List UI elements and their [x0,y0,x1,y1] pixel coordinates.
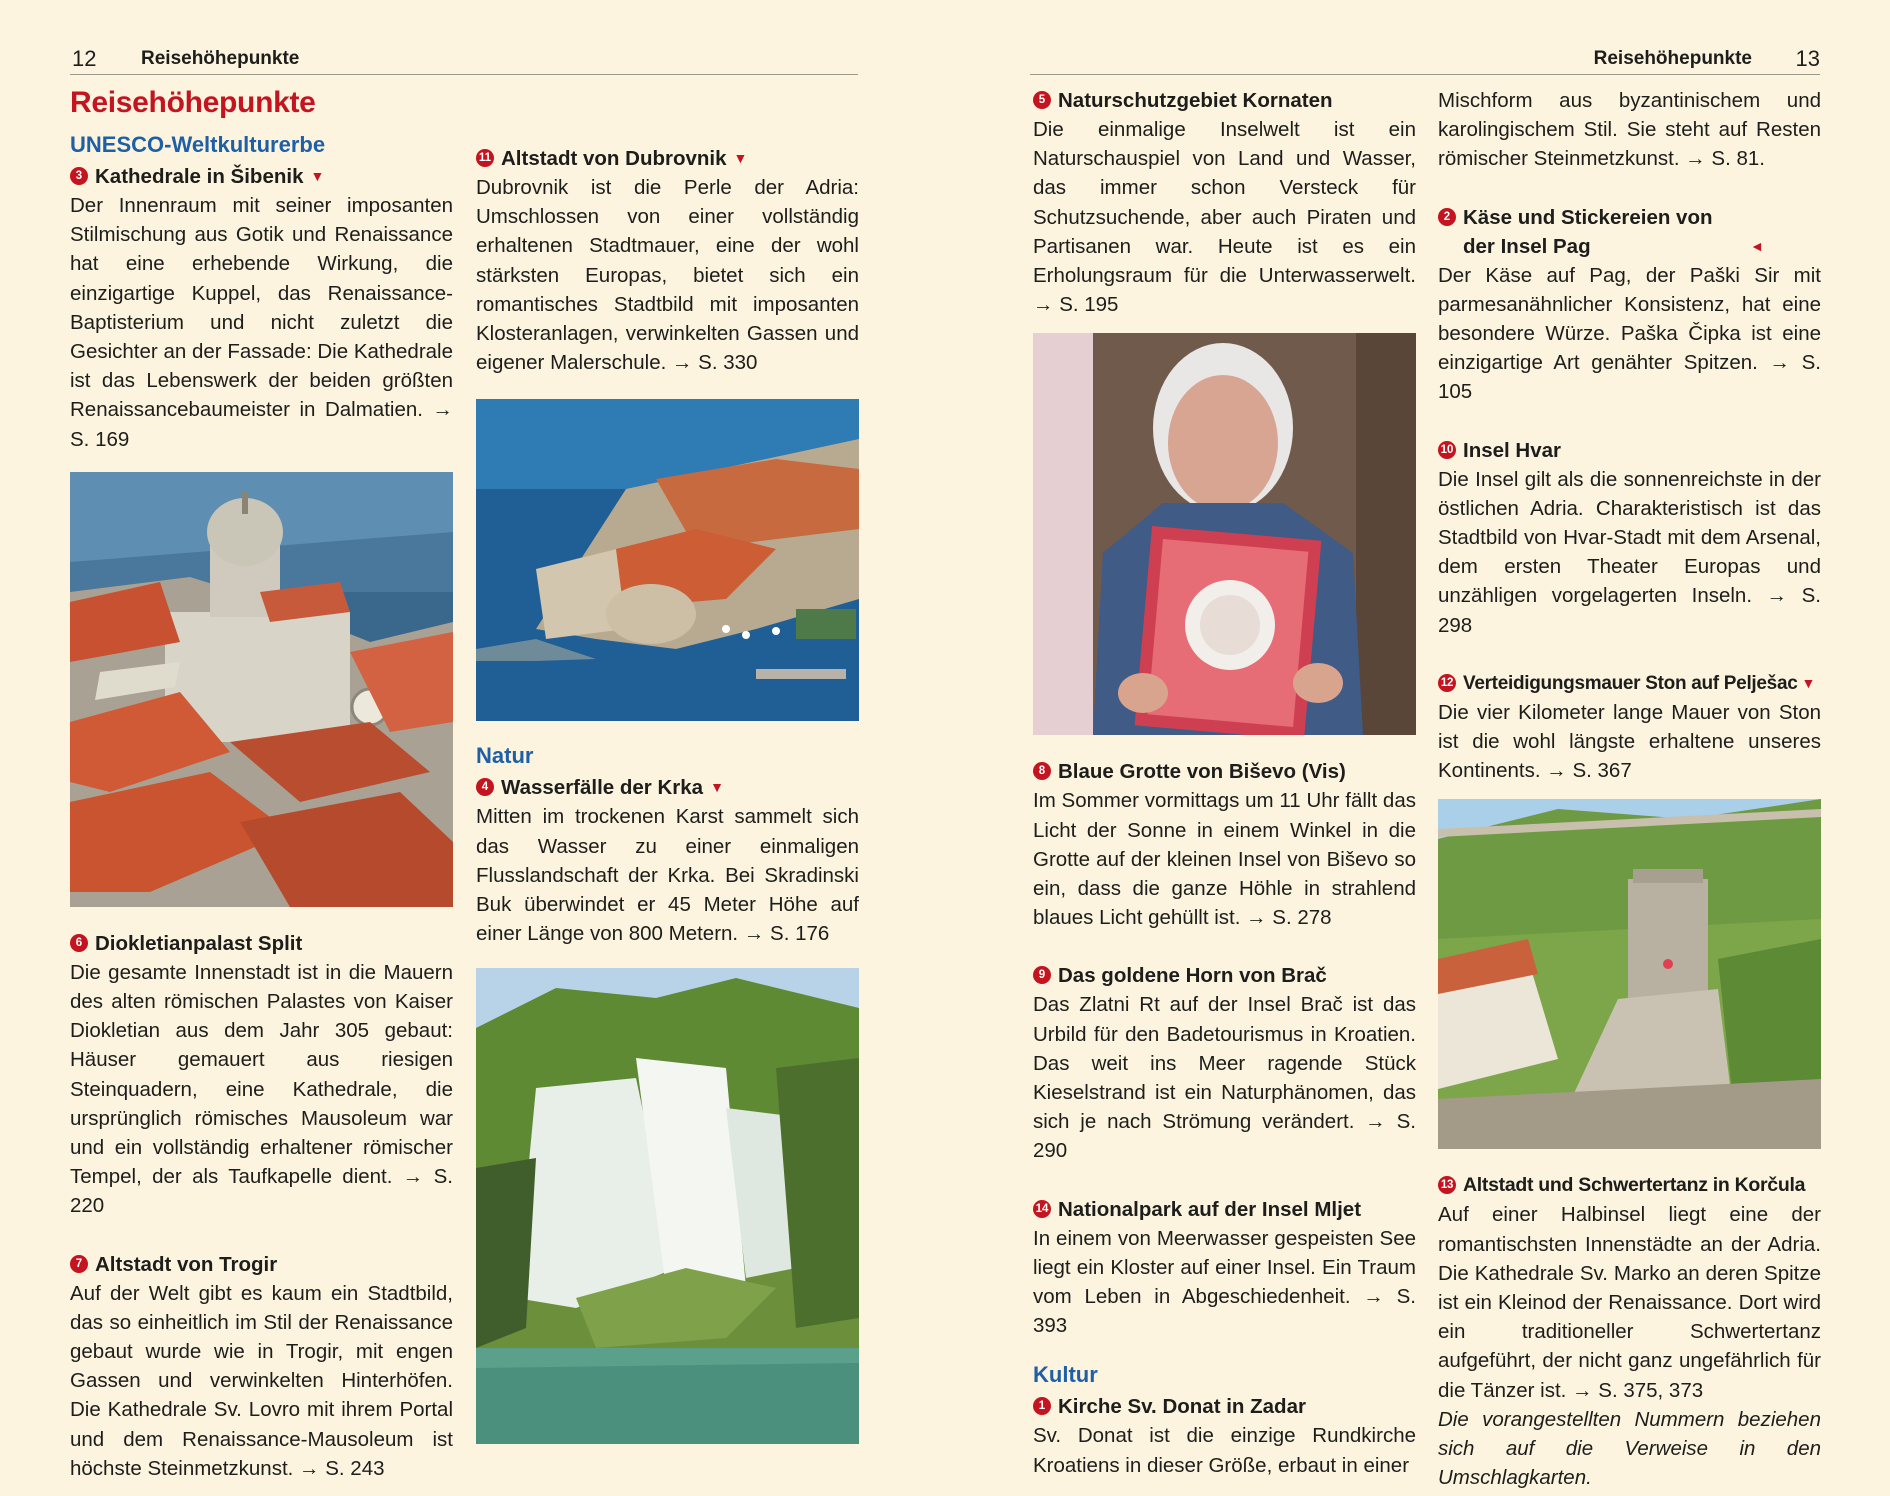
photo-dubrovnik [476,399,859,721]
number-badge: 2 [1438,208,1456,226]
entry-text: Mitten im trockenen Karst sammelt sich das Wasser zu einer einmaligen Flusslandschaft der Krka. Bei Skradinski Buk überwindet er 45 Meter Höhe auf einer Länge von 800 Metern. → S. 176 [476,805,859,946]
entry-title: Naturschutzgebiet Kornaten [1058,89,1333,112]
number-badge: 6 [70,934,88,952]
entry-title: Verteidigungsmauer Ston auf Pelješac [1463,672,1798,694]
photo-sibenik-cathedral [70,472,453,907]
entry-title: Kirche Sv. Donat in Zadar [1058,1395,1306,1419]
entry-title: Wasserfälle der Krka [501,776,704,800]
number-badge: 13 [1438,1176,1456,1194]
section-heading-natur: Natur [476,743,534,769]
entry-text: Die vier Kilometer lange Mauer von Ston ist die wohl längste erhaltene unseres Kontinents. → S. 367 [1438,700,1821,783]
running-header-left [70,44,858,75]
entry-title: Altstadt von Trogir [95,1252,278,1276]
entry-text: Die Insel gilt als die sonnenreichste in der östlichen Adria. Charakteristisch ist das Stadtbild von Hvar-Stadt mit dem Arsenal, dem ersten Theater Europas und unzähligen vorgelagerten Inseln. → S. 298 [1438,467,1821,637]
entry-title: Altstadt von Dubrovnik [501,147,727,170]
entry-krka [476,773,859,948]
entry-ston [1438,669,1821,786]
entry-text: Sv. Donat ist die einzige Rundkirche Kroatiens in dieser Größe, erbaut in einer [1033,1424,1416,1477]
running-head-title-right: Reisehöhepunkte [1593,48,1752,69]
running-header-right [1030,44,1820,75]
map-marker-icon: ◄ [1750,237,1764,254]
entry-dubrovnik [476,144,859,377]
entry-text: Dubrovnik ist die Perle der Adria: Umschlossen von einer vollständig erhaltenen Stadtmauer, eine der wohl stärksten Europas, bietet sich ein romantisches Stadtbild mit imposanten Klosteranlagen, verwinkelten Gassen und eigener Malerschule. → S. 330 [476,176,859,375]
photo-ston-wall [1438,799,1821,1149]
number-badge: 4 [476,778,494,796]
entry-mljet [1033,1195,1416,1341]
number-badge: 1 [1033,1397,1051,1415]
page-title: Reisehöhepunkte [70,86,316,119]
number-badge: 8 [1033,762,1051,780]
column-4 [1438,86,1821,1492]
entry-text: Auf einer Halbinsel liegt eine der romantischsten Innenstädte an der Adria. Die Kathedrale Sv. Marko an deren Spitze ist ein Kleinod der Renaissance. Dort wird ein traditioneller Schwertertanz aufgeführt, der nicht ganz ungefährlich für die Tänzer ist. → S. 375, 373 [1438,1203,1821,1402]
map-marker-icon: ▼ [710,779,724,796]
page-number-left: 12 [72,46,97,71]
entry-korcula [1438,1171,1821,1404]
entry-text: Auf der Welt gibt es kaum ein Stadtbild, das so einheitlich im Stil der Renaissance gebaut wurde wie in Trogir, mit engen Gassen und verwinkelten Hinterhöfen. Die Kathedrale Sv. Lovro mit ihrem Portal und dem Renaissance-Mausoleum ist höchste Steinmetzkunst. → S. 243 [70,1281,453,1480]
entry-text: In einem von Meerwasser gespeisten See liegt ein Kloster auf einer Insel. Ein Traum vom Leben in Abgeschiedenheit. → S. 393 [1033,1226,1416,1338]
entry-title: Blaue Grotte von Biševo (Vis) [1058,760,1346,784]
entry-title: Diokletianpalast Split [95,931,303,955]
map-marker-icon: ▼ [310,168,325,184]
entry-kornaten [1033,86,1416,319]
entry-text: Die einmalige Inselwelt ist ein Naturschauspiel von Land und Wasser, das immer schon Versteck für Schutzsuchende, aber auch Piraten und Partisanen war. Heute ist es ein Erholungsraum für die Unterwasserwelt. → S. 195 [1033,118,1416,317]
entry-trogir [70,1250,453,1483]
column-2 [476,144,859,1466]
entry-title: Käse und Stickereien von der Insel Pag [1463,205,1713,258]
running-head-title-left: Reisehöhepunkte [141,48,300,69]
number-badge: 12 [1438,674,1456,692]
entry-text: Der Käse auf Pag, der Paški Sir mit parmesanähnlicher Konsistenz, hat eine besondere Würze. Paška Čipka ist eine einzigartige Art genähter Spitzen. → S. 105 [1438,263,1821,404]
number-badge: 5 [1033,91,1051,109]
entry-title: Kathedrale in Šibenik [95,165,304,188]
number-badge: 11 [476,149,494,167]
entry-text: Im Sommer vormittags um 11 Uhr fällt das Licht der Sonne in einem Winkel in die Grotte auf der kleinen Insel von Biševo so ein, dass die ganze Höhle in strahlend blaues Licht gehüllt ist. → S. 278 [1033,789,1416,930]
right-page [945,0,1890,1496]
entry-title: Nationalpark auf der Insel Mljet [1058,1197,1362,1221]
number-badge: 3 [70,167,88,185]
entry-hvar [1438,436,1821,640]
entry-diokletianpalast [70,929,453,1221]
entry-title: Das goldene Horn von Brač [1058,964,1327,988]
entry-title: Insel Hvar [1463,438,1561,462]
entry-sibenik [70,162,453,454]
continued-text: Mischform aus byzantinischem und karolingischem Stil. Sie steht auf Resten römischer Steinmetzkunst. → S. 81. [1438,89,1821,171]
column-1 [70,86,453,1483]
map-marker-icon: ▼ [1801,674,1816,691]
page-number-right: 13 [1795,46,1820,71]
section-heading-kultur: Kultur [1033,1362,1098,1388]
entry-bisevo [1033,757,1416,932]
entry-text: Der Innenraum mit seiner imposanten Stilmischung aus Gotik und Renaissance hat eine erhebende Wirkung, die einzigartige Kuppel, das Renaissance-Baptisterium und nicht zuletzt die Gesichter an der Fassade: Die Kathedrale ist das Lebenswerk der beiden größten Renaissancebaumeister in Dalmatien. → S. 169 [70,194,453,451]
number-badge: 9 [1033,966,1051,984]
entry-title: Altstadt und Schwertertanz in Korčula [1463,1174,1806,1197]
photo-lace-woman [1033,333,1416,735]
photo-krka-waterfalls [476,968,859,1444]
entry-text: Die gesamte Innenstadt ist in die Mauern des alten römischen Palastes von Kaiser Diokletian aus dem Jahr 305 gebaut: Häuser gemauert aus riesigen Steinquadern, eine Kathedrale, die ursprünglich römisches Mausoleum war und ein vollständig erhaltener römischer Tempel, der als Taufkapelle dient. → S. 220 [70,960,453,1218]
section-heading-unesco: UNESCO-Weltkulturerbe [70,132,326,157]
footnote: Die vorangestellten Nummern beziehen sich auf die Verweise in den Umschlagkarten. [1438,1407,1821,1490]
entry-sv-donat [1033,1392,1416,1479]
number-badge: 10 [1438,441,1456,459]
entry-brac [1033,961,1416,1165]
entry-text: Das Zlatni Rt auf der Insel Brač ist das Urbild für den Badetourismus in Kroatien. Das weit ins Meer ragende Stück Kieselstrand ist ein Naturphänomen, das sich je nach Strömung verändert. → S. 290 [1033,993,1416,1163]
number-badge: 14 [1033,1200,1051,1218]
number-badge: 7 [70,1255,88,1273]
column-3 [1033,86,1416,1480]
entry-pag [1438,203,1821,407]
map-marker-icon: ▼ [733,150,748,166]
